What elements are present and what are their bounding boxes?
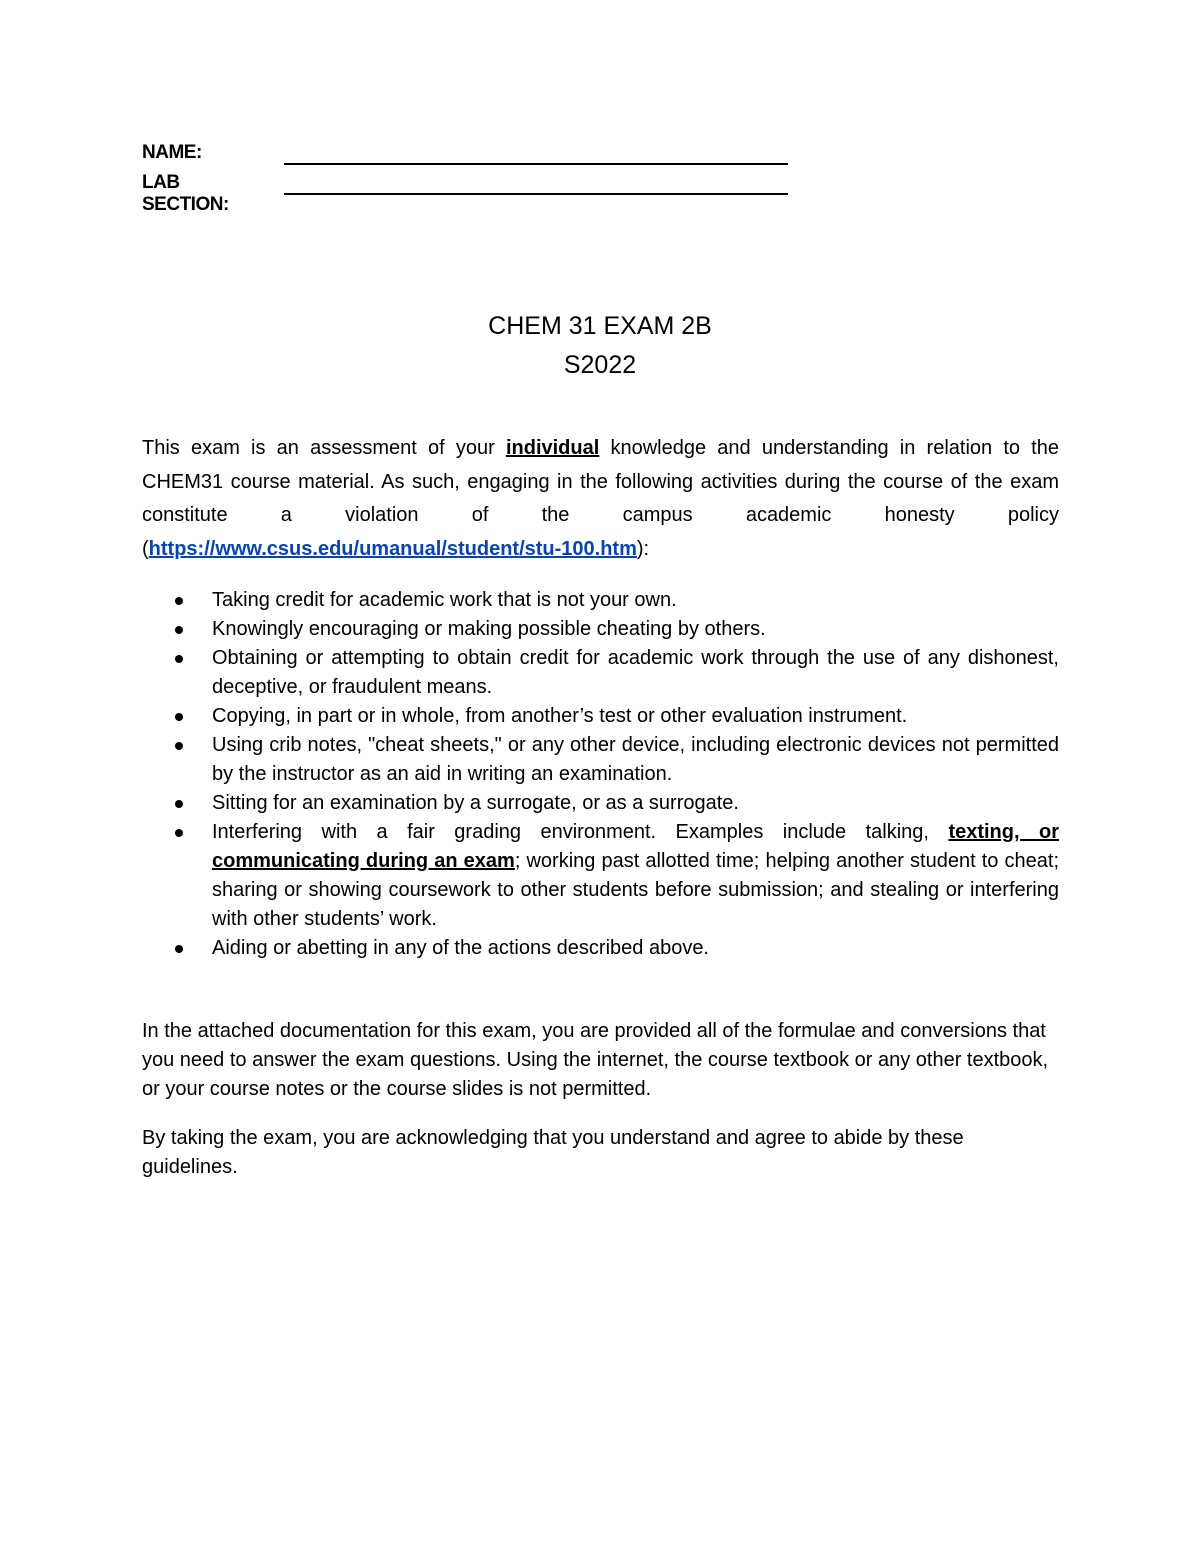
list-item [142, 789, 1059, 818]
exam-term: S2022 [563, 351, 637, 379]
list-item-text: ; working past allotted time; helping another student to cheat; sharing or showing coursework to other students before submission; and stealing or interfering with other students’ work. [212, 850, 1060, 930]
list-item [142, 731, 1059, 789]
list-item [142, 818, 1059, 934]
lab-section-label: LAB SECTION: [142, 172, 229, 215]
intro-emphasis: individual [505, 437, 600, 459]
list-item-emphasis: texting, or communicating during an exam [212, 821, 1059, 872]
name-blank-line[interactable] [284, 163, 788, 165]
bullet-icon [175, 800, 183, 808]
bullet-icon [175, 829, 183, 837]
list-item-text: Aiding or abetting in any of the actions described above. [212, 937, 709, 959]
bullet-icon [175, 945, 183, 953]
resources-paragraph: In the attached documentation for this exam, you are provided all of the formulae and conversions that you need to answer the exam questions. Using the internet, the course textbook or any other textbook, or your course notes or the course slides is not permitted. [142, 1020, 1049, 1100]
list-item [142, 586, 1059, 615]
intro-text-2: knowledge and understanding in relation to the CHEM31 course material. As such, engaging in the following activities during the course of the exam constitute a violation of the campus academic honesty policy ( [142, 437, 1059, 560]
intro-paragraph [142, 432, 1059, 566]
list-item-text: Sitting for an examination by a surrogate, or as a surrogate. [212, 792, 739, 814]
name-label: NAME: [142, 142, 202, 163]
exam-title: CHEM 31 EXAM 2B [488, 312, 712, 340]
intro-text-3: ): [636, 537, 650, 560]
bullet-icon [175, 597, 183, 605]
list-item [142, 934, 1059, 963]
acknowledgement-paragraph: By taking the exam, you are acknowledging that you understand and agree to abide by these guidelines. [142, 1127, 964, 1178]
list-item-text: Taking credit for academic work that is not your own. [212, 589, 677, 611]
intro-text-1: This exam is an assessment of your [142, 437, 506, 459]
bullet-icon [175, 713, 183, 721]
list-item-text: Obtaining or attempting to obtain credit for academic work through the use of any dishonest, deceptive, or fraudulent means. [212, 647, 1059, 698]
bullet-icon [175, 626, 183, 634]
bullet-icon [175, 655, 183, 663]
list-item-text: Interfering with a fair grading environment. Examples include talking, [212, 821, 949, 843]
violation-list [142, 586, 1059, 963]
list-item [142, 702, 1059, 731]
honesty-policy-link[interactable]: https://www.csus.edu/umanual/student/stu-100.htm [148, 537, 637, 560]
list-item-text: Knowingly encouraging or making possible cheating by others. [212, 618, 766, 640]
lab-section-blank-line[interactable] [284, 193, 788, 195]
list-item-text: Using crib notes, "cheat sheets," or any other device, including electronic devices not permitted by the instructor as an aid in writing an examination. [212, 734, 1059, 785]
list-item-text: Copying, in part or in whole, from another’s test or other evaluation instrument. [212, 705, 908, 727]
bullet-icon [175, 742, 183, 750]
list-item [142, 615, 1059, 644]
list-item [142, 644, 1059, 702]
